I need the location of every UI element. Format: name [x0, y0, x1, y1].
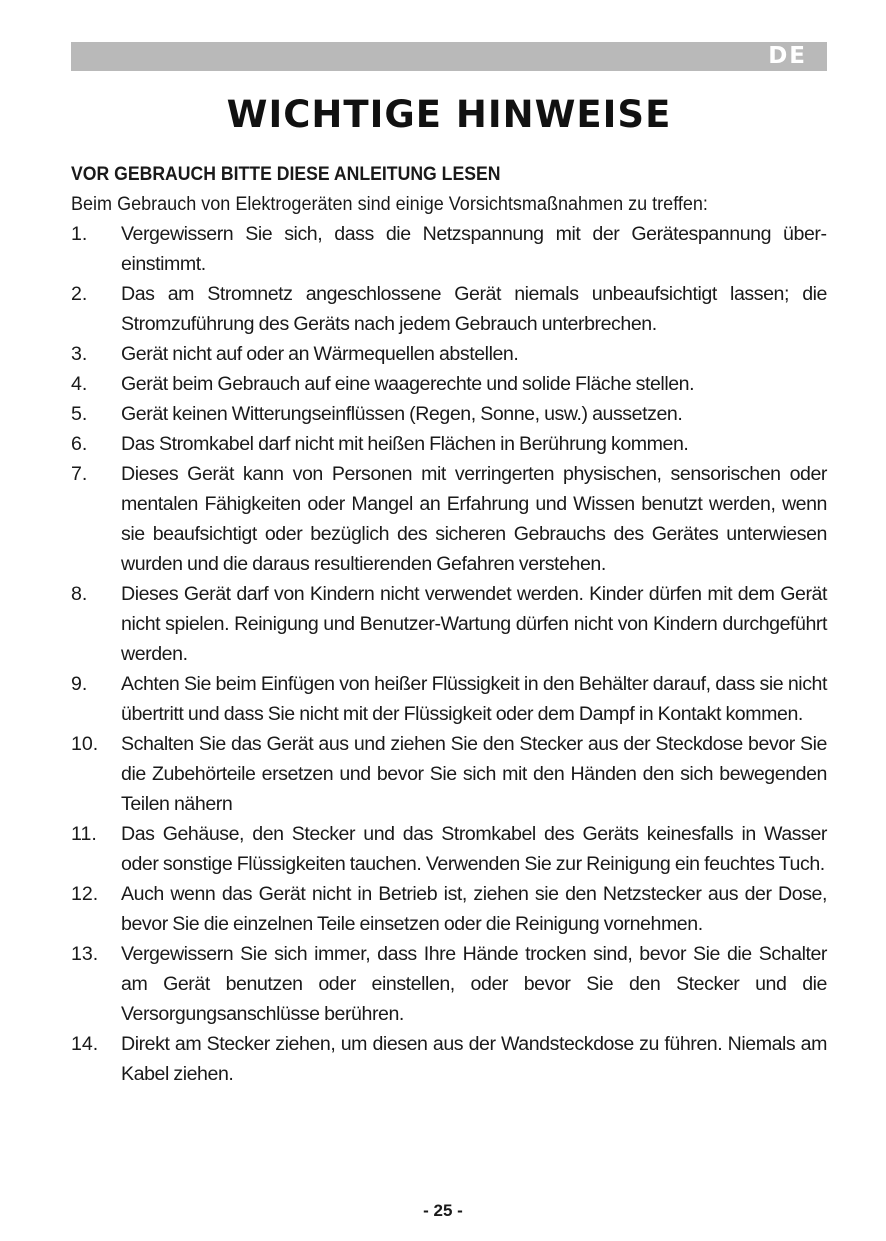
item-number: 2.	[71, 283, 88, 305]
language-bar	[71, 42, 827, 71]
list-item	[71, 399, 827, 429]
item-number: 1.	[71, 223, 88, 245]
list-item	[71, 1029, 827, 1089]
item-text: Dieses Gerät darf von Kindern nicht verwendet werden. Kinder dürfen mit dem Gerät nicht spielen. Reinigung und Benutzer-Wartung dürfen nicht von Kindern durchgeführt werden.	[121, 583, 827, 665]
list-item	[71, 879, 827, 939]
item-number: 9.	[71, 673, 88, 695]
item-number: 14.	[71, 1033, 99, 1055]
item-number: 5.	[71, 403, 88, 425]
item-text: Das Stromkabel darf nicht mit heißen Flächen in Berührung kommen.	[121, 433, 689, 455]
list-item	[71, 819, 827, 879]
item-text: Das am Stromnetz angeschlossene Gerät niemals unbeaufsichtigt lassen; die Stromzuführung des Geräts nach jedem Gebrauch unterbrechen.	[121, 283, 827, 335]
list-item	[71, 369, 827, 399]
item-number: 3.	[71, 343, 88, 365]
section-heading: VOR GEBRAUCH BITTE DIESE ANLEITUNG LESEN	[71, 163, 501, 185]
item-text: Gerät nicht auf oder an Wärmequellen abstellen.	[121, 343, 519, 365]
language-code: DE	[768, 43, 807, 69]
list-item	[71, 219, 827, 279]
list-item	[71, 729, 827, 819]
item-text: Gerät beim Gebrauch auf eine waagerechte und solide Fläche stellen.	[121, 373, 695, 395]
item-number: 10.	[71, 733, 99, 755]
list-item	[71, 939, 827, 1029]
item-number: 12.	[71, 883, 99, 905]
list-item	[71, 339, 827, 369]
item-text: Das Gehäuse, den Stecker und das Stromkabel des Geräts keinesfalls in Wasser oder sonstige Flüssigkeiten tauchen. Verwenden Sie zur Reinigung ein feuchtes Tuch.	[121, 823, 827, 875]
item-number: 4.	[71, 373, 88, 395]
item-text: Vergewissern Sie sich, dass die Netzspannung mit der Gerätespannung übereinstimmt.	[121, 223, 827, 275]
item-number: 6.	[71, 433, 88, 455]
item-text: Vergewissern Sie sich immer, dass Ihre Hände trocken sind, bevor Sie die Schalter am Gerät benutzen oder einstellen, oder bevor Sie den Stecker und die Versorgungsanschlüsse berühren.	[121, 943, 827, 1025]
item-number: 11.	[71, 823, 97, 845]
item-number: 13.	[71, 943, 99, 965]
page-number: - 25 -	[423, 1201, 463, 1220]
item-text: Schalten Sie das Gerät aus und ziehen Sie den Stecker aus der Steckdose bevor Sie die Zubehörteile ersetzen und bevor Sie sich mit den Händen den sich bewegenden Teilen nähern	[121, 733, 827, 815]
page-title: WICHTIGE HINWEISE	[226, 93, 672, 136]
list-item	[71, 279, 827, 339]
item-number: 7.	[71, 463, 88, 485]
item-text: Achten Sie beim Einfügen von heißer Flüssigkeit in den Behälter darauf, dass sie nicht übertritt und dass Sie nicht mit der Flüssigkeit oder dem Dampf in Kontakt kommen.	[121, 673, 827, 725]
list-item	[71, 429, 827, 459]
document-body	[71, 159, 827, 1089]
item-text: Gerät keinen Witterungseinflüssen (Regen, Sonne, usw.) aussetzen.	[121, 403, 683, 425]
item-text: Auch wenn das Gerät nicht in Betrieb ist, ziehen sie den Netzstecker aus der Dose, bevor Sie die einzelnen Teile einsetzen oder die Reinigung vornehmen.	[121, 883, 827, 935]
item-text: Dieses Gerät kann von Personen mit verringerten physischen, sensorischen oder mentalen Fähigkeiten oder Mangel an Erfahrung und Wissen benutzt werden, wenn sie beaufsichtigt oder bezüglich des sicheren Gebrauchs des Gerätes unterwiesen wurden und die daraus resultierenden Gefahren verstehen.	[121, 463, 827, 575]
intro-text: Beim Gebrauch von Elektrogeräten sind einige Vorsichtsmaßnahmen zu treffen:	[71, 193, 708, 215]
item-number: 8.	[71, 583, 88, 605]
list-item	[71, 669, 827, 729]
list-item	[71, 459, 827, 579]
list-item	[71, 579, 827, 669]
safety-notes-list	[71, 219, 827, 1089]
item-text: Direkt am Stecker ziehen, um diesen aus der Wandsteckdose zu führen. Niemals am Kabel ziehen.	[121, 1033, 827, 1085]
